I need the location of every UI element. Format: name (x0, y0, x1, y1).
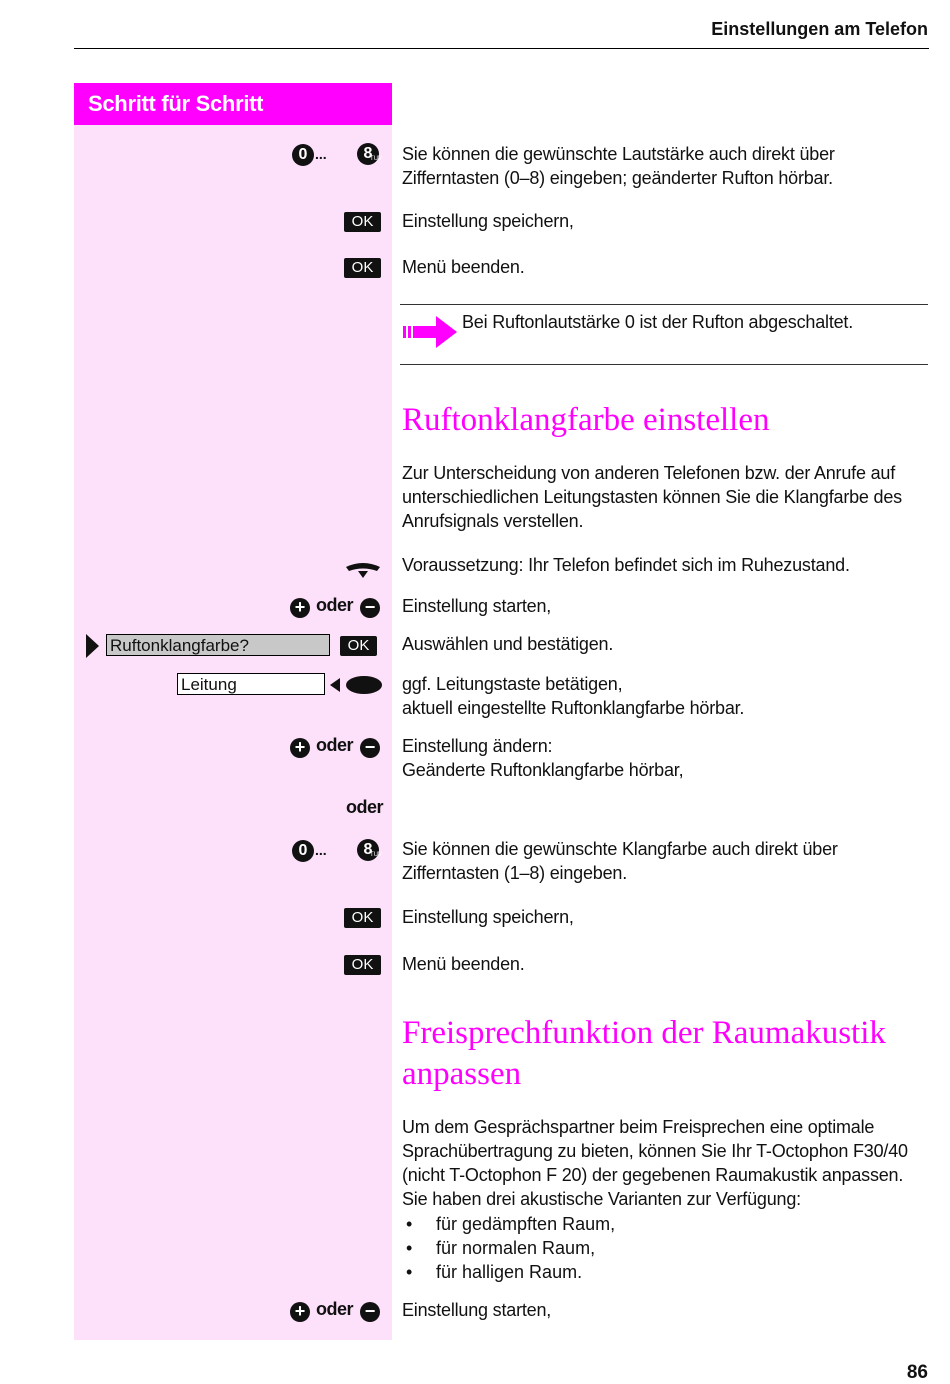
save-text: Einstellung speichern, (402, 907, 574, 927)
step-exit-text: Menü beenden. (402, 257, 525, 277)
step-save-text: Einstellung speichern, (402, 211, 574, 231)
bullet-icon: • (406, 1238, 413, 1258)
bullet-icon: • (406, 1214, 413, 1234)
ok-key-icon: OK (344, 908, 381, 928)
display-ruftonklangfarbe: Ruftonklangfarbe? (106, 634, 330, 656)
list-item: für halligen Raum. (436, 1262, 583, 1282)
minus-key-icon: − (360, 738, 380, 758)
oder-label: oder (346, 797, 384, 817)
bullet-icon: • (406, 1262, 413, 1282)
arrow-icon (402, 314, 458, 350)
start-text: Einstellung starten, (402, 1300, 552, 1320)
minus-key-icon: − (360, 1302, 380, 1322)
select-text: Auswählen und bestätigen. (402, 634, 614, 654)
ok-key-icon: OK (344, 212, 381, 232)
header-rule (74, 48, 929, 49)
ok-key-icon: OK (340, 636, 377, 656)
plus-key-icon: + (290, 598, 310, 618)
list-item: für normalen Raum, (436, 1238, 596, 1258)
key-0-icon: 0 (292, 840, 314, 862)
oder-label: oder (316, 595, 354, 615)
range-dots: ... (315, 842, 327, 858)
note-rule-top (400, 304, 928, 305)
key-8-icon: 8 TUV (357, 839, 379, 861)
plus-key-icon: + (290, 1302, 310, 1322)
exit-text: Menü beenden. (402, 954, 525, 974)
key-0-icon: 0 (292, 144, 314, 166)
running-header: Einstellungen am Telefon (711, 19, 928, 39)
section-intro: Zur Unterscheidung von anderen Telefonen bzw. der Anrufe auf unterschiedlichen Leitungstasten können Sie die Klangfarbe des Anrufsignals verstellen. (402, 463, 902, 531)
section-intro: Um dem Gesprächspartner beim Freisprechen eine optimale Sprachübertragung zu bieten, können Sie Ihr T-Octophon F30/40 (nicht T-Octophon F 20) der gegebenen Raumakustik anpassen. Sie haben drei akustische Varianten zur Verfügung: (402, 1117, 908, 1209)
line-key-text-2: aktuell eingestellte Ruftonklangfarbe hörbar. (402, 698, 745, 718)
section-heading: Freisprechfunktion der Raumakustik anpassen (402, 1015, 886, 1092)
minus-key-icon: − (360, 598, 380, 618)
start-text: Einstellung starten, (402, 596, 552, 616)
change-text-1: Einstellung ändern: (402, 736, 553, 756)
oder-label: oder (316, 1299, 354, 1319)
handset-icon (344, 561, 382, 579)
step-digits-text: Sie können die gewünschte Lautstärke auch direkt über Zifferntasten (0–8) eingeben; geänderter Rufton hörbar. (402, 144, 835, 188)
pointer-triangle-icon (86, 634, 100, 658)
change-text-2: Geänderte Ruftonklangfarbe hörbar, (402, 760, 684, 780)
display-leitung: Leitung (177, 673, 325, 695)
note-rule-bottom (400, 364, 928, 365)
page-number: 86 (906, 1362, 928, 1383)
oder-label: oder (316, 735, 354, 755)
section-heading: Ruftonklangfarbe einstellen (402, 402, 770, 438)
key-8-icon: 8 TUV (357, 143, 379, 165)
line-key-icon (330, 675, 382, 695)
note-text: Bei Ruftonlautstärke 0 ist der Rufton abgeschaltet. (462, 312, 854, 332)
ok-key-icon: OK (344, 258, 381, 278)
sidebar-title: Schritt für Schritt (74, 83, 392, 125)
plus-key-icon: + (290, 738, 310, 758)
list-item: für gedämpften Raum, (436, 1214, 616, 1234)
ok-key-icon: OK (344, 955, 381, 975)
digits-text: Sie können die gewünschte Klangfarbe auch direkt über Zifferntasten (1–8) eingeben. (402, 839, 838, 883)
line-key-text-1: ggf. Leitungstaste betätigen, (402, 674, 623, 694)
range-dots: ... (315, 146, 327, 162)
precondition-text: Voraussetzung: Ihr Telefon befindet sich im Ruhezustand. (402, 555, 850, 575)
